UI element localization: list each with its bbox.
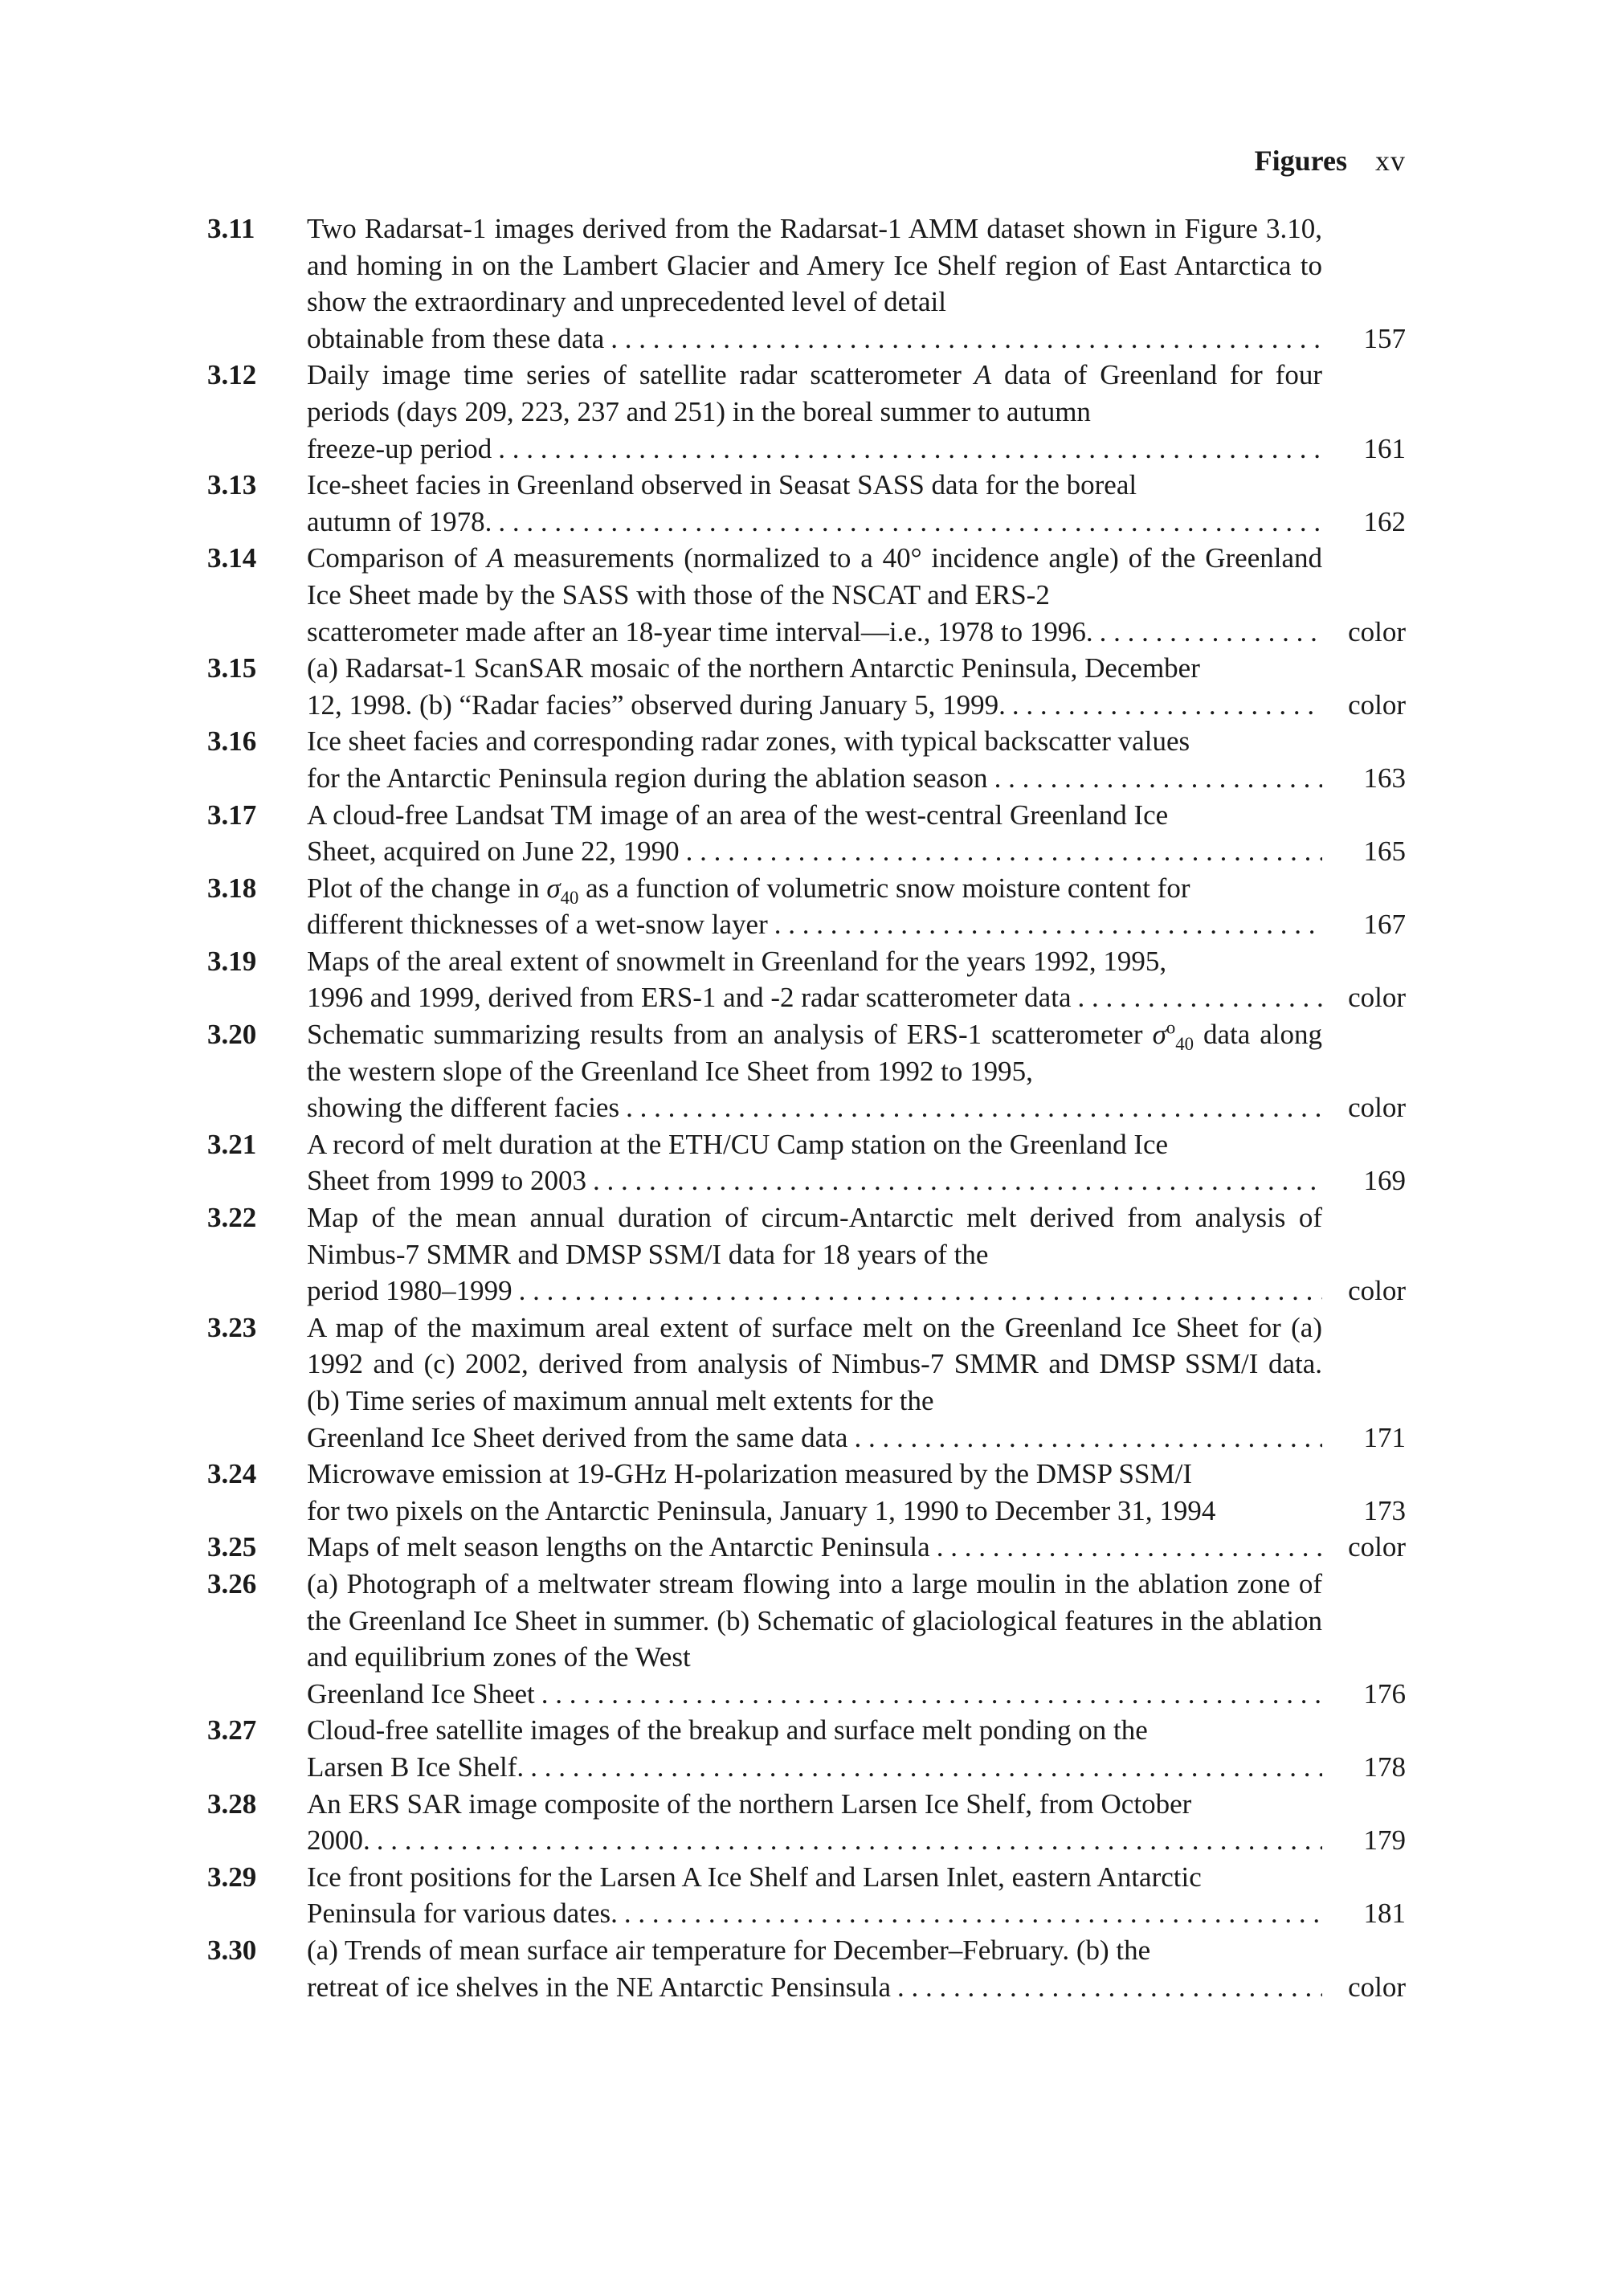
leader-dots <box>512 1273 1322 1309</box>
figure-entry[interactable] <box>207 1712 1406 1785</box>
page-reference: 161 <box>1363 432 1406 464</box>
figure-list <box>207 210 1406 2005</box>
leader-dots <box>847 1420 1322 1456</box>
figure-caption-body: Cloud-free satellite images of the breakup and surface melt ponding on the <box>307 1714 1148 1747</box>
caption-tail: 2000. <box>307 1824 370 1857</box>
figure-caption-body <box>307 540 1322 613</box>
figure-number: 3.12 <box>207 359 257 391</box>
figure-number: 3.22 <box>207 1202 257 1234</box>
figure-entry[interactable] <box>207 650 1406 723</box>
caption-tail: Sheet, acquired on June 22, 1990 <box>307 835 680 868</box>
figure-caption-body: A map of the maximum areal extent of surface melt on the Greenland Ice Sheet for (a) 1992 and (c) 2002, derived from analysis of Nimbus-7 SMMR and DMSP SSM/I data. (b) Time series of maximum annual melt extents for the <box>307 1311 1322 1416</box>
figure-number: 3.30 <box>207 1934 257 1966</box>
figure-entry[interactable] <box>207 357 1406 467</box>
figure-caption-body: (a) Radarsat-1 ScanSAR mosaic of the northern Antarctic Peninsula, December <box>307 652 1200 684</box>
math-superscript: o <box>1166 1017 1176 1038</box>
caption-tail: Maps of melt season lengths on the Antarctic Peninsula <box>307 1531 930 1563</box>
figure-caption-last-line <box>307 1420 1322 1456</box>
leader-dots <box>891 1969 1322 2006</box>
figure-caption-body: Microwave emission at 19-GHz H-polarization measured by the DMSP SSM/I <box>307 1458 1192 1490</box>
page-reference: 169 <box>1363 1165 1406 1197</box>
figure-number: 3.29 <box>207 1861 257 1893</box>
page-reference: 176 <box>1363 1677 1406 1710</box>
figure-caption-body <box>307 357 1322 430</box>
figure-caption-last-line <box>307 979 1322 1016</box>
figure-caption-last-line <box>307 687 1322 724</box>
page-reference: 167 <box>1363 909 1406 941</box>
figure-caption-last-line <box>307 1895 1322 1932</box>
caption-tail: freeze-up period <box>307 432 492 464</box>
figure-caption-last-line <box>307 1162 1322 1199</box>
math-symbol: σ <box>546 872 561 904</box>
page-reference: color <box>1348 1275 1406 1307</box>
leader-dots <box>1006 687 1322 724</box>
leader-dots <box>524 1749 1322 1786</box>
figure-caption-body: Ice front positions for the Larsen A Ice Shelf and Larsen Inlet, eastern Antarctic <box>307 1861 1202 1893</box>
caption-tail: 12, 1998. (b) “Radar facies” observed during January 5, 1999. <box>307 688 1006 721</box>
figure-entry[interactable] <box>207 210 1406 357</box>
caption-tail: Peninsula for various dates. <box>307 1898 618 1930</box>
figure-entry[interactable] <box>207 1456 1406 1529</box>
figure-number: 3.28 <box>207 1787 257 1820</box>
caption-tail: period 1980–1999 <box>307 1275 512 1307</box>
figure-entry[interactable] <box>207 540 1406 650</box>
page-reference: color <box>1348 1092 1406 1124</box>
figure-number: 3.16 <box>207 725 257 758</box>
figure-caption-body: Ice-sheet facies in Greenland observed in Seasat SASS data for the boreal <box>307 469 1137 501</box>
figure-entry[interactable] <box>207 1566 1406 1712</box>
caption-tail: Greenland Ice Sheet derived from the same data <box>307 1421 848 1453</box>
figure-caption-last-line <box>307 431 1322 468</box>
figure-number: 3.17 <box>207 799 257 831</box>
figure-caption-body: Map of the mean annual duration of circum-Antarctic melt derived from analysis of Nimbus-7 SMMR and DMSP SSM/I data for 18 years of the <box>307 1202 1322 1270</box>
leader-dots <box>492 504 1322 541</box>
figure-caption-last-line <box>307 1089 1322 1126</box>
leader-dots <box>768 906 1322 943</box>
caption-tail: showing the different facies <box>307 1092 620 1124</box>
figure-number: 3.14 <box>207 542 257 574</box>
figure-caption-body: Maps of the areal extent of snowmelt in Greenland for the years 1992, 1995, <box>307 945 1167 977</box>
caption-tail: scatterometer made after an 18-year time interval—i.e., 1978 to 1996. <box>307 615 1093 648</box>
figure-number: 3.23 <box>207 1311 257 1343</box>
figure-caption-last-line <box>307 906 1322 943</box>
figure-number: 3.26 <box>207 1567 257 1599</box>
leader-dots <box>535 1676 1322 1713</box>
figure-caption-body: A cloud-free Landsat TM image of an area of the west-central Greenland Ice <box>307 799 1169 831</box>
running-head <box>1255 143 1406 178</box>
figure-number: 3.25 <box>207 1531 257 1563</box>
caption-tail: Larsen B Ice Shelf. <box>307 1751 525 1783</box>
caption-tail: 1996 and 1999, derived from ERS-1 and -2 radar scatterometer data <box>307 982 1072 1014</box>
figure-caption-body <box>307 870 1322 907</box>
figure-caption-last-line <box>307 614 1322 651</box>
caption-tail: for the Antarctic Peninsula region during the ablation season <box>307 762 988 794</box>
page-folio: xv <box>1375 145 1406 177</box>
leader-dots <box>1093 614 1322 651</box>
math-subscript: 40 <box>560 887 579 908</box>
math-symbol: A <box>486 542 504 574</box>
caption-tail: for two pixels on the Antarctic Peninsula, January 1, 1990 to December 31, 1994 <box>307 1494 1216 1526</box>
figure-entry[interactable] <box>207 1786 1406 1859</box>
figure-entry[interactable] <box>207 467 1406 540</box>
page-reference: 171 <box>1363 1421 1406 1453</box>
figure-entry[interactable] <box>207 1126 1406 1199</box>
figure-entry[interactable] <box>207 1016 1406 1126</box>
figure-caption-body: Ice sheet facies and corresponding radar zones, with typical backscatter values <box>307 725 1190 758</box>
figure-caption-last-line <box>307 1529 1322 1566</box>
figure-caption-last-line <box>307 1969 1322 2006</box>
caption-text: data along the western slope of the Greenland Ice Sheet from 1992 to 1995, <box>307 1019 1322 1087</box>
page-reference: 178 <box>1363 1751 1406 1783</box>
figure-caption-last-line <box>307 504 1322 541</box>
figure-number: 3.24 <box>207 1458 257 1490</box>
caption-text: data of Greenland for four periods (days 209, 223, 237 and 251) in the boreal summer to autumn <box>307 359 1322 427</box>
page-reference: color <box>1348 1971 1406 2003</box>
figure-caption-last-line <box>307 1493 1322 1530</box>
figure-caption-body: An ERS SAR image composite of the northern Larsen Ice Shelf, from October <box>307 1787 1192 1820</box>
leader-dots <box>619 1089 1322 1126</box>
figure-caption-last-line <box>307 1822 1322 1859</box>
page-reference: 157 <box>1363 322 1406 354</box>
page-reference: 179 <box>1363 1824 1406 1857</box>
figure-caption-body <box>307 1016 1322 1089</box>
math-subscript: 40 <box>1175 1034 1194 1055</box>
figure-number: 3.27 <box>207 1714 257 1747</box>
figure-caption-body: (a) Trends of mean surface air temperature for December–February. (b) the <box>307 1934 1151 1966</box>
figure-entry[interactable] <box>207 723 1406 796</box>
page-reference: 181 <box>1363 1898 1406 1930</box>
page-reference: color <box>1348 688 1406 721</box>
caption-tail: Sheet from 1999 to 2003 <box>307 1165 587 1197</box>
figure-number: 3.19 <box>207 945 257 977</box>
figure-caption-last-line <box>307 833 1322 870</box>
page-reference: color <box>1348 982 1406 1014</box>
leader-dots <box>586 1162 1322 1199</box>
page-reference: 173 <box>1363 1494 1406 1526</box>
running-head-section: Figures <box>1254 145 1347 177</box>
caption-text: as a function of volumetric snow moisture content for <box>578 872 1190 904</box>
caption-text: Schematic summarizing results from an analysis of ERS-1 scatterometer <box>307 1019 1153 1051</box>
page-reference: color <box>1348 1531 1406 1563</box>
figure-entry[interactable] <box>207 1199 1406 1309</box>
figure-caption-last-line <box>307 1749 1322 1786</box>
leader-dots <box>618 1895 1322 1932</box>
figure-caption-body: Two Radarsat-1 images derived from the Radarsat-1 AMM dataset shown in Figure 3.10, and homing in on the Lambert Glacier and Amery Ice Shelf region of East Antarctica to show the extraordinary and unprecedented level of detail <box>307 213 1322 318</box>
figure-number: 3.13 <box>207 469 257 501</box>
caption-text: Daily image time series of satellite radar scatterometer <box>307 359 974 391</box>
page-reference: color <box>1348 615 1406 648</box>
figure-number: 3.21 <box>207 1128 257 1160</box>
figure-entry[interactable] <box>207 797 1406 870</box>
leader-dots <box>370 1822 1322 1859</box>
caption-tail: obtainable from these data <box>307 322 605 354</box>
figure-number: 3.15 <box>207 652 257 684</box>
figure-caption-body: (a) Photograph of a meltwater stream flowing into a large moulin in the ablation zone of the Greenland Ice Sheet in summer. (b) Schematic of glaciological features in the ablation and equilibrium zones of the West <box>307 1567 1322 1673</box>
figure-number: 3.20 <box>207 1019 257 1051</box>
figure-entry[interactable] <box>207 870 1406 943</box>
figure-entry[interactable] <box>207 1309 1406 1456</box>
page-reference: 162 <box>1363 505 1406 537</box>
caption-text: measurements (normalized to a 40° incidence angle) of the Greenland Ice Sheet made by the SASS with those of the NSCAT and ERS-2 <box>307 542 1323 611</box>
leader-dots <box>988 760 1322 797</box>
figure-caption-last-line <box>307 760 1322 797</box>
leader-dots <box>930 1529 1322 1566</box>
figure-entry[interactable] <box>207 943 1406 1016</box>
figure-number: 3.11 <box>207 213 255 244</box>
caption-text: Comparison of <box>307 542 487 574</box>
math-symbol: A <box>974 359 992 391</box>
figure-caption-last-line <box>307 321 1322 357</box>
math-symbol: σ <box>1152 1019 1166 1051</box>
leader-dots <box>604 321 1322 357</box>
figure-caption-last-line <box>307 1676 1322 1713</box>
caption-tail: Greenland Ice Sheet <box>307 1677 535 1710</box>
page-reference: 163 <box>1363 762 1406 794</box>
caption-tail: autumn of 1978. <box>307 505 492 537</box>
figure-caption-body: A record of melt duration at the ETH/CU Camp station on the Greenland Ice <box>307 1128 1169 1160</box>
caption-tail: retreat of ice shelves in the NE Antarctic Pensinsula <box>307 1971 891 2003</box>
figure-entry[interactable] <box>207 1529 1406 1566</box>
figure-number: 3.18 <box>207 872 257 904</box>
figure-caption-last-line <box>307 1273 1322 1309</box>
caption-tail: different thicknesses of a wet-snow layer <box>307 909 768 941</box>
figure-entry[interactable] <box>207 1859 1406 1932</box>
page-reference: 165 <box>1363 835 1406 868</box>
leader-dots <box>680 833 1322 870</box>
leader-dots <box>1071 979 1322 1016</box>
figure-entry[interactable] <box>207 1932 1406 2005</box>
caption-text: Plot of the change in <box>307 872 547 904</box>
leader-dots <box>492 431 1322 468</box>
